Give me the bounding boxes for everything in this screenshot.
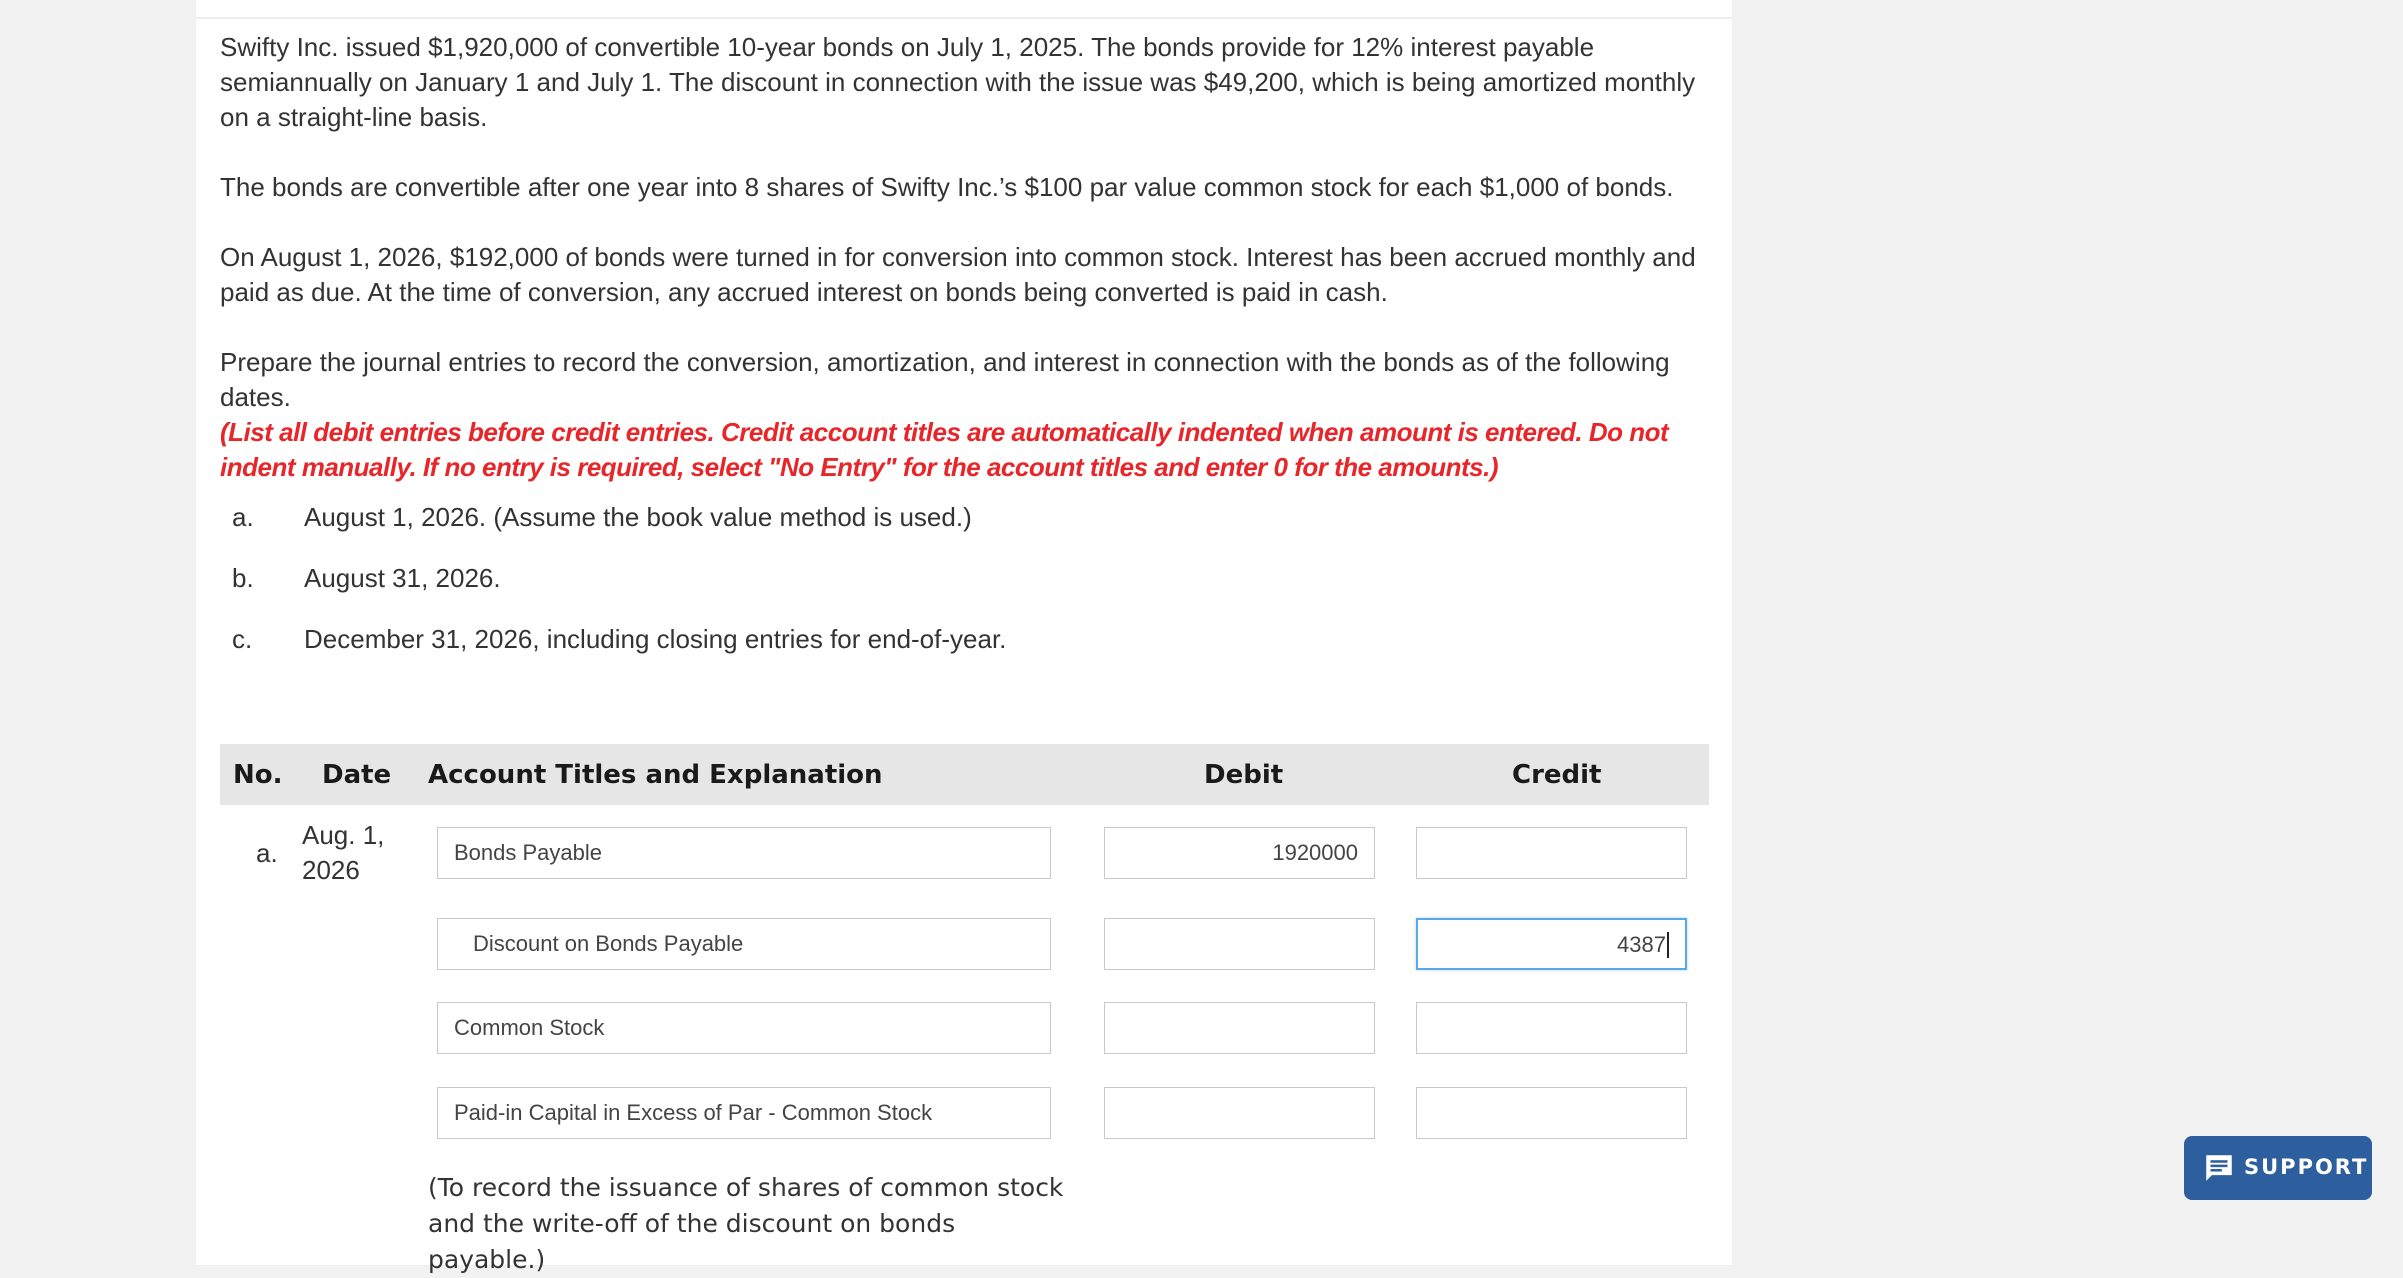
header-debit: Debit — [1204, 760, 1284, 790]
account-title-input[interactable]: Discount on Bonds Payable — [437, 918, 1051, 970]
debit-input[interactable] — [1104, 918, 1375, 970]
problem-paragraph-3: On August 1, 2026, $192,000 of bonds were turned in for conversion into common stock. Interest has been accrued monthly and paid as due. At the time of conversion, any accrued interest on bonds being converted is paid in cash. — [220, 242, 1696, 307]
credit-input-active[interactable] — [1416, 918, 1687, 970]
part-letter: a. — [232, 502, 254, 532]
account-title-input[interactable]: Bonds Payable — [437, 827, 1051, 879]
part-text: August 31, 2026. — [304, 563, 501, 593]
part-item-a — [220, 500, 1720, 540]
problem-paragraph-1: Swifty Inc. issued $1,920,000 of convertible 10-year bonds on July 1, 2025. The bonds provide for 12% interest payable semiannually on January 1 and July 1. The discount in connection with the issue was $49,200, which is being amortized monthly on a straight-line basis. — [220, 32, 1696, 132]
entry-date-line2: 2026 — [302, 855, 360, 885]
support-button[interactable] — [2184, 1136, 2372, 1200]
journal-table-header — [220, 744, 1709, 805]
problem-statement — [220, 30, 1720, 520]
part-letter: b. — [232, 563, 254, 593]
panel-divider — [196, 17, 1732, 19]
debit-input[interactable] — [1104, 1002, 1375, 1054]
part-letter: c. — [232, 624, 253, 654]
credit-input-value: 4387 — [1617, 932, 1666, 957]
problem-paragraph-2: The bonds are convertible after one year into 8 shares of Swifty Inc.’s $100 par value common stock for each $1,000 of bonds. — [220, 172, 1674, 202]
header-no: No. — [233, 760, 283, 790]
part-text: August 1, 2026. (Assume the book value method is used.) — [304, 502, 972, 532]
entry-number: a. — [256, 838, 278, 868]
text-cursor — [1667, 932, 1669, 958]
problem-task: Prepare the journal entries to record the conversion, amortization, and interest in connection with the bonds as of the following dates. — [220, 347, 1670, 412]
entry-date — [302, 818, 392, 888]
instruction-note: (List all debit entries before credit entries. Credit account titles are automatically indented when amount is entered. Do not indent manually. If no entry is required, select "No Entry" for the account titles and enter 0 for the amounts.) — [220, 417, 1669, 482]
header-date: Date — [322, 760, 392, 790]
part-item-b — [220, 561, 1720, 601]
support-label: SUPPORT — [2244, 1155, 2369, 1179]
credit-input[interactable] — [1416, 827, 1687, 879]
entry-explanation: (To record the issuance of shares of common stock and the write-off of the discount on bonds payable.) — [428, 1173, 1064, 1274]
chat-icon — [2202, 1151, 2236, 1185]
credit-input[interactable] — [1416, 1087, 1687, 1139]
header-credit: Credit — [1512, 760, 1602, 790]
debit-input[interactable] — [1104, 1087, 1375, 1139]
credit-input[interactable] — [1416, 1002, 1687, 1054]
part-text: December 31, 2026, including closing entries for end-of-year. — [304, 624, 1007, 654]
part-item-c — [220, 622, 1720, 662]
problem-paragraph-4 — [220, 345, 1720, 485]
debit-input[interactable]: 1920000 — [1104, 827, 1375, 879]
account-title-input[interactable]: Common Stock — [437, 1002, 1051, 1054]
header-account: Account Titles and Explanation — [428, 760, 883, 790]
account-title-input[interactable]: Paid-in Capital in Excess of Par - Common Stock — [437, 1087, 1051, 1139]
entry-date-line1: Aug. 1, — [302, 820, 385, 850]
